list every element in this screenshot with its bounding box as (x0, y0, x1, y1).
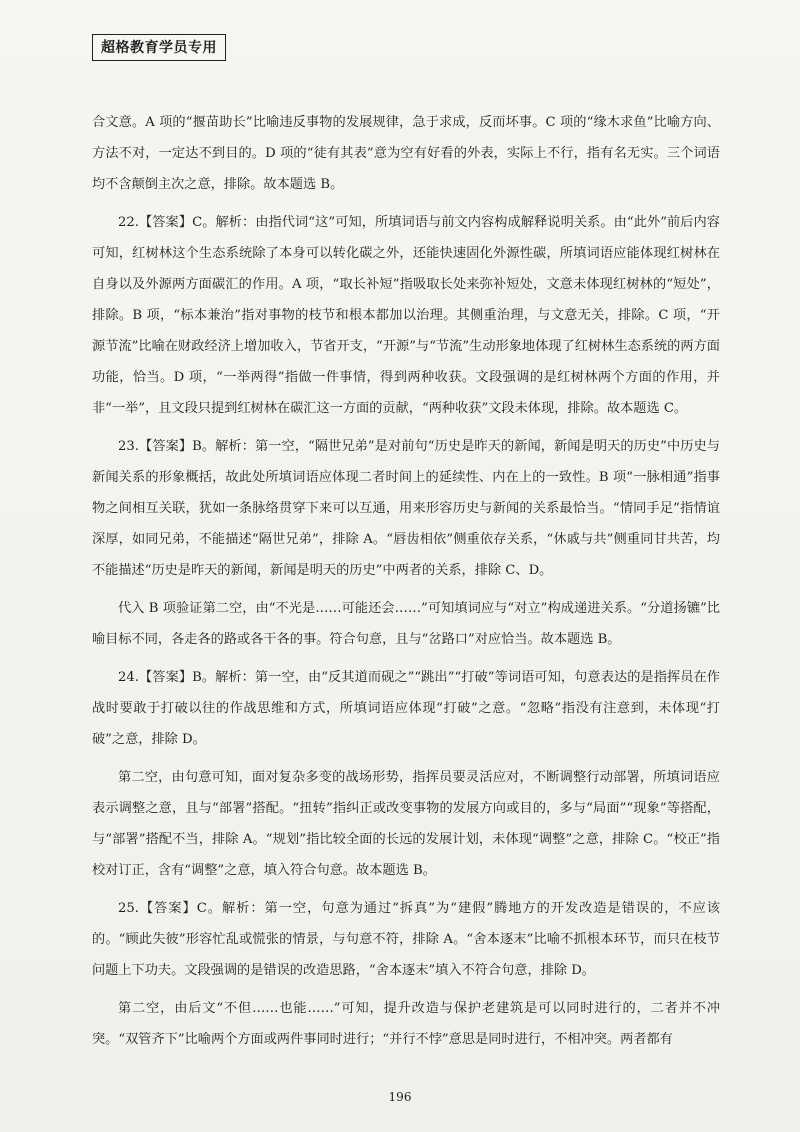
paragraph-q24: 24.【答案】B。解析：第一空，由“反其道而砚之”“跳出”“打破”等词语可知，句意表达的是指挥员在作战时要敢于打破以往的作战思维和方式，所填词语应体现“打破”之意。“忽略”指没有注意到，未体现“打破”之意，排除 D。 (92, 670, 720, 747)
page-content (92, 107, 720, 1062)
paragraph-q24-second-blank: 第二空，由句意可知，面对复杂多变的战场形势，指挥员要灵活应对，不断调整行动部署，所填词语应表示调整之意，且与“部署”搭配。“扭转”指纠正或改变事物的发展方向或目的，多与“局面”“现象”等搭配，与“部署”搭配不当，排除 A。“规划”指比较全面的长远的发展计划，未体现“调整”之意，排除 C。“校正”指校对订正，含有“调整”之意，填入符合句意。故本题选 B。 (92, 770, 720, 878)
paragraph-q22: 22.【答案】C。解析：由指代词“这”可知，所填词语与前文内容构成解释说明关系。由“此外”前后内容可知，红树林这个生态系统除了本身可以转化碳之外，还能快速固化外源性碳，所填词语应能体现红树林在自身以及外源两方面碳汇的作用。A 项，“取长补短”指吸取长处来弥补短处，文意未体现红树林的“短处”，排除。B 项，“标本兼治”指对事物的枝节和根本都加以治理。其侧重治理，与文意无关，排除。C 项，“开源节流”比喻在财政经济上增加收入，节省开支，“开源”与“节流”生动形象地体现了红树林生态系统的两方面功能，恰当。D 项，“一举两得”指做一件事情，得到两种收获。文段强调的是红树林两个方面的作用，并非“一举”，且文段只提到红树林在碳汇这一方面的贡献，“两种收获”文段未体现，排除。故本题选 C。 (92, 215, 720, 416)
page-number: 196 (388, 1090, 412, 1104)
paragraph-q23: 23.【答案】B。解析：第一空，“隔世兄弟”是对前句“历史是昨天的新闻，新闻是明天的历史”中历史与新闻关系的形象概括，故此处所填词语应体现二者时间上的延续性、内在上的一致性。B 项“一脉相通”指事物之间相互关联，犹如一条脉络贯穿下来可以互通，用来形容历史与新闻的关系最恰当。“情同手足”指情谊深厚，如同兄弟，不能描述“隔世兄弟”，排除 A。“唇齿相依”侧重依存关系，“休戚与共”侧重同甘共苦，均不能描述“历史是昨天的新闻，新闻是明天的历史”中两者的关系，排除 C、D。 (92, 439, 720, 578)
header-label: 超格教育学员专用 (92, 34, 226, 61)
paragraph-q25-second-blank: 第二空，由后文“不但……也能……”可知，提升改造与保护老建筑是可以同时进行的，二者并不冲突。“双管齐下”比喻两个方面或两件事同时进行；“并行不悖”意思是同时进行，不相冲突。两者都有 (92, 1001, 720, 1047)
paragraph-q23-second-blank: 代入 B 项验证第二空，由“不光是……可能还会……”可知填词应与“对立”构成递进关系。“分道扬镳”比喻目标不同，各走各的路或各干各的事。符合句意，且与“岔路口”对应恰当。故本题选 B。 (92, 601, 720, 647)
paragraph-continuation: 合文意。A 项的“揠苗助长”比喻违反事物的发展规律，急于求成，反而坏事。C 项的“缘木求鱼”比喻方向、方法不对，一定达不到目的。D 项的“徒有其表”意为空有好看的外表，实际上不行，指有名无实。三个词语均不含颠倒主次之意，排除。故本题选 B。 (92, 115, 720, 192)
paragraph-q25: 25.【答案】C。解析：第一空，句意为通过“拆真”为“建假”腾地方的开发改造是错误的，不应该的。“顾此失彼”形容忙乱或慌张的情景，与句意不符，排除 A。“舍本逐末”比喻不抓根本环节，而只在枝节问题上下功夫。文段强调的是错误的改造思路，“舍本逐末”填入不符合句意，排除 D。 (92, 901, 720, 978)
